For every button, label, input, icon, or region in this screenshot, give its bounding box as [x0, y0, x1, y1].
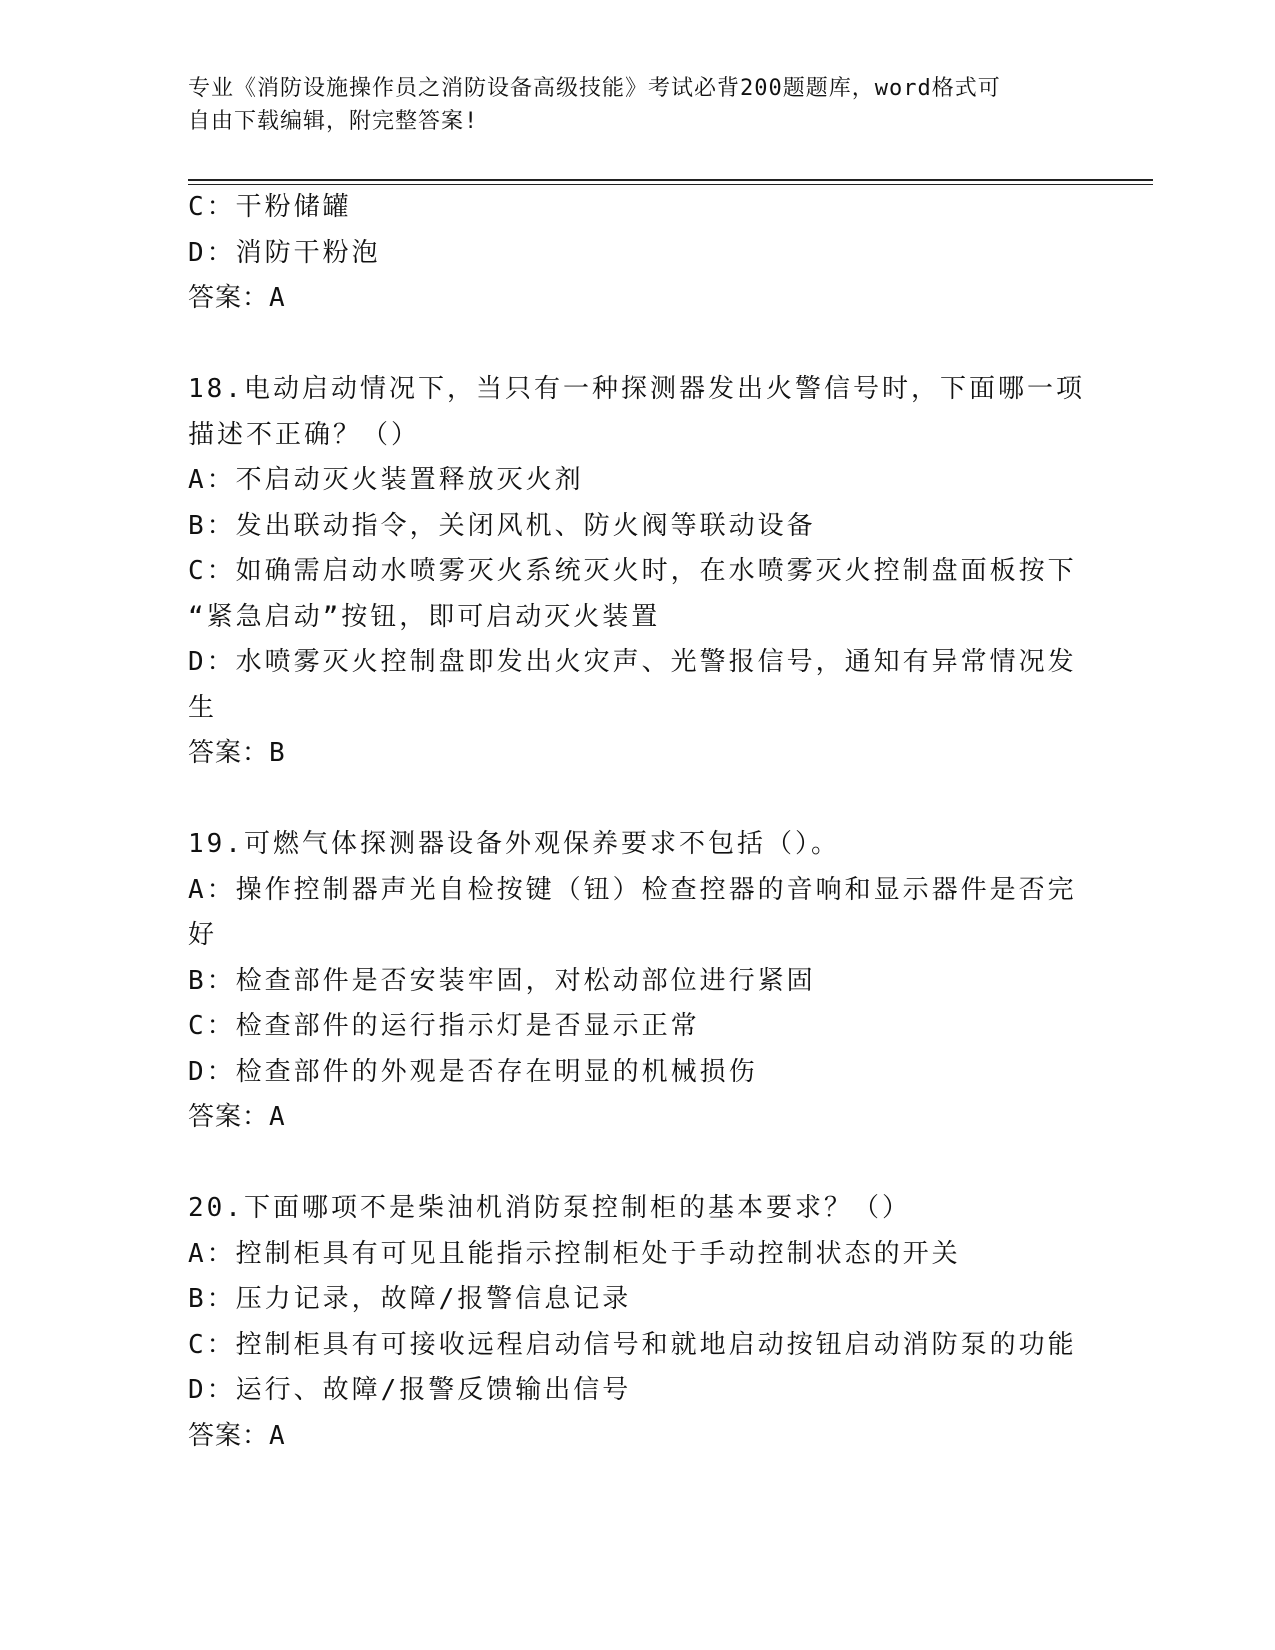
answer: 答案：A	[188, 1102, 286, 1132]
option-b: B：压力记录，故障/报警信息记录	[188, 1284, 632, 1314]
answer: 答案：B	[188, 738, 286, 768]
question-17	[188, 185, 1088, 322]
option-c: C：如确需启动水喷雾灭火系统灭火时，在水喷雾灭火控制盘面板按下	[188, 556, 1077, 586]
question-19	[188, 822, 1088, 1141]
option-a: A：操作控制器声光自检按键（钮）检查控器的音响和显示器件是否完	[188, 874, 1077, 905]
option-d: D：水喷雾灭火控制盘即发出火灾声、光警报信号，通知有异常情况发	[188, 647, 1077, 677]
header-line-2: 自由下载编辑，附完整答案!	[188, 109, 479, 134]
option-c: C：干粉储罐	[188, 192, 352, 222]
option-b: B：发出联动指令，关闭风机、防火阀等联动设备	[188, 510, 816, 541]
question-list	[188, 185, 1088, 1459]
question-text: 20.下面哪项不是柴油机消防泵控制柜的基本要求？（）	[188, 1193, 911, 1223]
question-18	[188, 367, 1088, 777]
option-c: C：控制柜具有可接收远程启动信号和就地启动按钮启动消防泵的功能	[188, 1329, 1077, 1360]
question-20	[188, 1186, 1088, 1459]
option-c-cont: “紧急启动”按钮，即可启动灭火装置	[188, 601, 661, 632]
question-text-cont: 描述不正确？（）	[188, 419, 421, 450]
option-d-cont: 生	[188, 692, 218, 723]
option-d: D：检查部件的外观是否存在明显的机械损伤	[188, 1056, 758, 1087]
question-text: 18.电动启动情况下，当只有一种探测器发出火警信号时，下面哪一项	[188, 374, 1085, 404]
answer: 答案：A	[188, 283, 286, 313]
question-text: 19.可燃气体探测器设备外观保养要求不包括（）。	[188, 829, 840, 859]
option-b: B：检查部件是否安装牢固，对松动部位进行紧固	[188, 965, 816, 996]
option-d: D：运行、故障/报警反馈输出信号	[188, 1375, 632, 1405]
option-d: D：消防干粉泡	[188, 237, 381, 268]
option-c: C：检查部件的运行指示灯是否显示正常	[188, 1011, 700, 1041]
spacer	[188, 1141, 1088, 1187]
answer: 答案：A	[188, 1420, 286, 1451]
option-a: A：不启动灭火装置释放灭火剂	[188, 465, 584, 495]
option-a: A：控制柜具有可见且能指示控制柜处于手动控制状态的开关	[188, 1238, 961, 1269]
header-line-1: 专业《消防设施操作员之消防设备高级技能》考试必背200题题库，word格式可	[188, 76, 1001, 101]
option-a-cont: 好	[188, 920, 218, 950]
spacer	[188, 777, 1088, 823]
document-header	[188, 72, 1068, 138]
spacer	[188, 322, 1088, 368]
